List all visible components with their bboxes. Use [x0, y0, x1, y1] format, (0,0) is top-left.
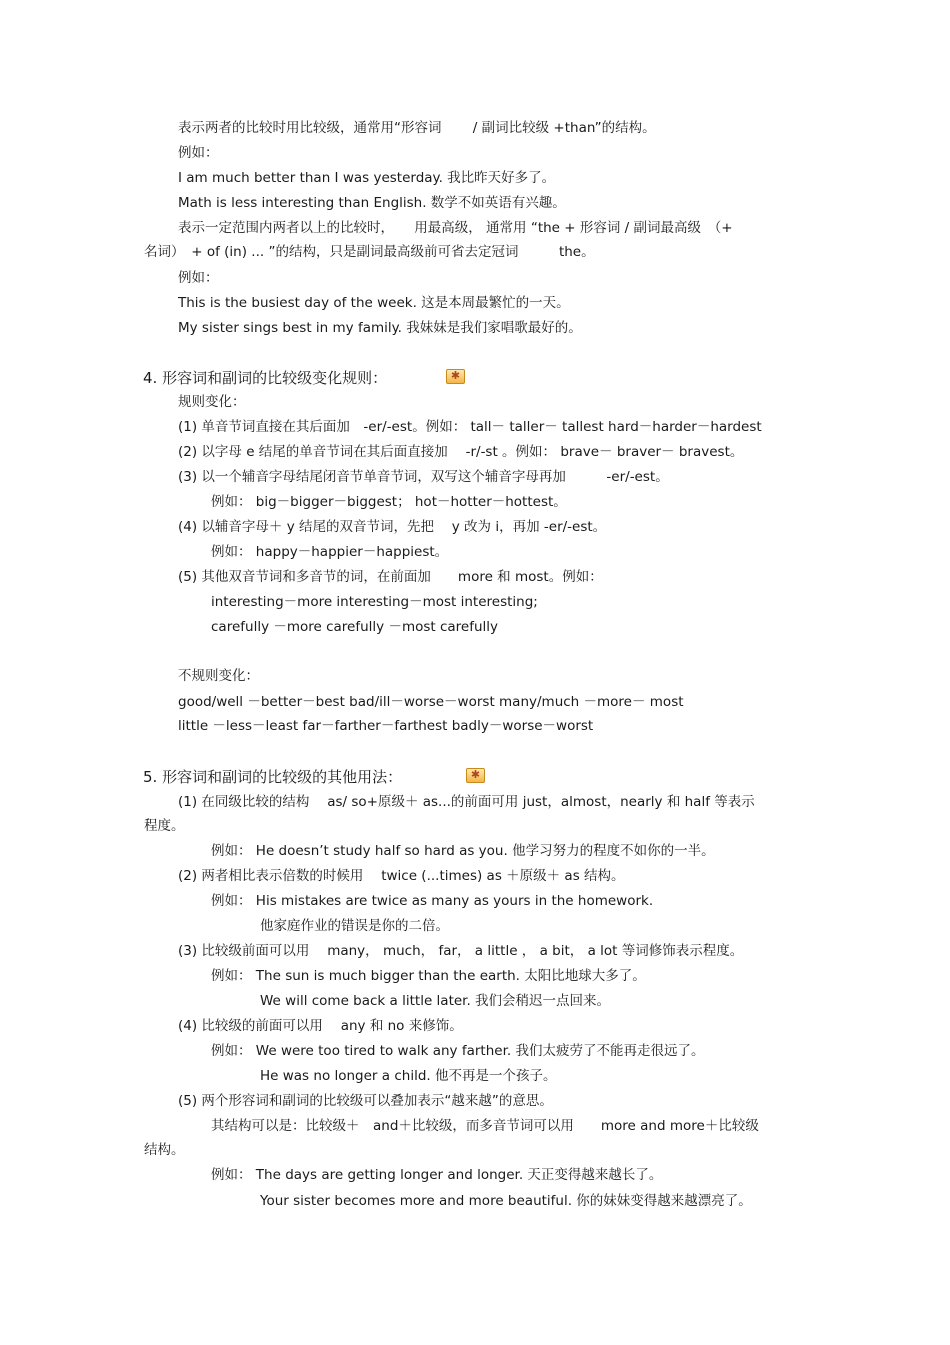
- text-line: 表示两者的比较时用比较级，通常用“形容词 / 副词比较级 +than”的结构。: [178, 120, 656, 136]
- text-line: We will come back a little later. 我们会稍迟一点回来。: [260, 993, 611, 1009]
- text-line: (3) 以一个辅音字母结尾闭音节单音节词，双写这个辅音字母再加 -er/-est。: [178, 469, 669, 485]
- text-line: He was no longer a child. 他不再是一个孩子。: [260, 1068, 557, 1084]
- text-line: 例如： The sun is much bigger than the earth. 太阳比地球大多了。: [211, 968, 646, 984]
- text-line: Math is less interesting than English. 数学不如英语有兴趣。: [178, 195, 566, 211]
- text-line: This is the busiest day of the week. 这是本周最繁忙的一天。: [178, 295, 570, 311]
- text-line: 例如： happy－happier－happiest。: [211, 544, 449, 560]
- text-line: 例如： He doesn’t study half so hard as you. 他学习努力的程度不如你的一半。: [211, 843, 715, 859]
- text-line: good/well －better－best bad/ill－worse－worst many/much －more－ most: [178, 694, 684, 710]
- text-line: 程度。: [144, 818, 185, 834]
- text-line: 他家庭作业的错误是你的二倍。: [260, 918, 449, 934]
- text-line: (4) 以辅音字母＋ y 结尾的双音节词，先把 y 改为 i，再加 -er/-est。: [178, 519, 607, 535]
- text-line: (5) 两个形容词和副词的比较级可以叠加表示“越来越”的意思。: [178, 1093, 553, 1109]
- text-line: I am much better than I was yesterday. 我比昨天好多了。: [178, 170, 556, 186]
- text-line: little －less－least far－farther－farthest badly－worse－worst: [178, 718, 594, 734]
- text-line: 名词） + of (in) ... ”的结构，只是副词最高级前可省去定冠词 the。: [144, 244, 595, 260]
- note-icon[interactable]: [446, 369, 465, 384]
- text-line: (1) 单音节词直接在其后面加 -er/-est。例如： tall－ taller－ tallest hard－harder－hardest: [178, 419, 762, 435]
- text-line: 结构。: [144, 1142, 185, 1158]
- text-line: 表示一定范围内两者以上的比较时， 用最高级， 通常用 “the + 形容词 / 副词最高级 （+: [178, 220, 733, 236]
- text-line: (2) 两者相比表示倍数的时候用 twice (...times) as ＋原级＋ as 结构。: [178, 868, 625, 884]
- note-icon[interactable]: [466, 768, 485, 783]
- text-line: 例如： big－bigger－biggest； hot－hotter－hottest。: [211, 494, 567, 510]
- text-line: 例如： The days are getting longer and longer. 天正变得越来越长了。: [211, 1167, 663, 1183]
- text-line: 例如：: [178, 270, 219, 286]
- section-heading-4: 4. 形容词和副词的比较级变化规则：: [143, 369, 388, 387]
- text-line: My sister sings best in my family. 我妹妹是我们家唱歌最好的。: [178, 320, 582, 336]
- text-line: Your sister becomes more and more beautiful. 你的妹妹变得越来越漂亮了。: [260, 1193, 752, 1209]
- text-line: 例如：: [178, 145, 219, 161]
- text-line: (3) 比较级前面可以用 many， much， far， a little ， a bit， a lot 等词修饰表示程度。: [178, 943, 744, 959]
- section-heading-5: 5. 形容词和副词的比较级的其他用法：: [143, 768, 403, 786]
- text-line: 规则变化：: [178, 394, 246, 410]
- text-line: 例如： We were too tired to walk any farther. 我们太疲劳了不能再走很远了。: [211, 1043, 705, 1059]
- text-line: 其结构可以是：比较级＋ and＋比较级，而多音节词可以用 more and more＋比较级: [211, 1118, 759, 1134]
- text-line: (1) 在同级比较的结构 as/ so+原级＋ as...的前面可用 just，almost，nearly 和 half 等表示: [178, 794, 755, 810]
- text-line: carefully －more carefully －most carefully: [211, 619, 499, 635]
- text-line: (2) 以字母 e 结尾的单音节词在其后面直接加 -r/-st 。例如： brave－ braver－ bravest。: [178, 444, 744, 460]
- text-line: (4) 比较级的前面可以用 any 和 no 来修饰。: [178, 1018, 463, 1034]
- text-line: 例如： His mistakes are twice as many as yours in the homework.: [211, 893, 654, 909]
- text-line: interesting－more interesting－most interesting;: [211, 594, 538, 610]
- text-line: 不规则变化：: [178, 668, 259, 684]
- text-line: (5) 其他双音节词和多音节的词，在前面加 more 和 most。例如：: [178, 569, 603, 585]
